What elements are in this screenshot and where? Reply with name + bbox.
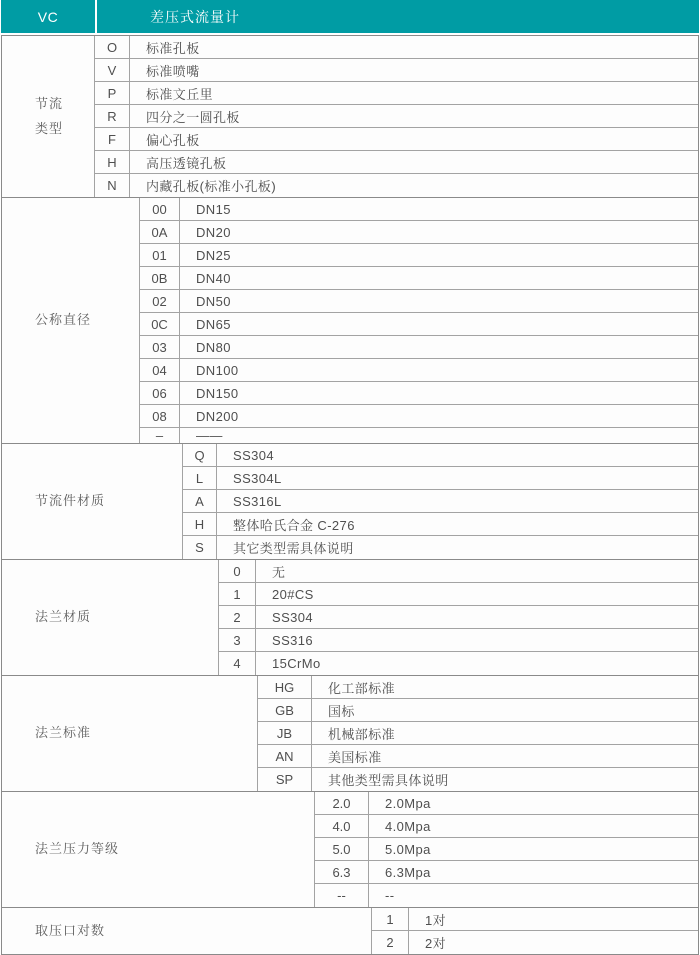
table-row — [183, 490, 698, 513]
section-rows — [372, 908, 698, 954]
desc-cell: 15CrMo — [272, 656, 321, 671]
section-label-nominal-diameter — [2, 198, 140, 443]
code-cell: 2 — [372, 931, 409, 954]
code-cell: P — [95, 82, 130, 104]
table-row — [219, 652, 698, 675]
section-label-throttle-type — [2, 36, 95, 197]
desc-cell: SS316L — [233, 493, 282, 509]
code-cell: 1 — [372, 908, 409, 930]
desc-cell: 国标 — [328, 703, 355, 719]
code-cell: R — [95, 105, 130, 127]
desc-cell: 美国标准 — [328, 749, 382, 765]
desc-cell: 1对 — [425, 912, 447, 928]
product-name-cell: 差压式流量计 — [97, 0, 699, 33]
table-row — [219, 560, 698, 583]
section-throttle-element-material — [2, 443, 698, 559]
section-pressure-tap-pairs — [2, 907, 698, 954]
section-rows — [258, 676, 698, 791]
desc-cell: DN15 — [196, 201, 231, 217]
code-cell: HG — [258, 676, 312, 698]
desc-cell: 无 — [272, 564, 286, 580]
code-cell: 08 — [140, 405, 180, 427]
desc-cell: DN25 — [196, 247, 231, 263]
table-row — [95, 59, 698, 82]
table-row — [258, 676, 698, 699]
code-cell: 2.0 — [315, 792, 369, 814]
table-row — [95, 36, 698, 59]
table-row — [183, 467, 698, 490]
code-cell: O — [95, 36, 130, 58]
table-row — [140, 359, 698, 382]
desc-cell: 标准孔板 — [146, 40, 200, 56]
code-cell: F — [95, 128, 130, 150]
code-cell: 0C — [140, 313, 180, 335]
section-rows — [183, 444, 698, 559]
table-row — [95, 128, 698, 151]
desc-cell: 5.0Mpa — [385, 841, 431, 857]
desc-cell: 其他类型需具体说明 — [328, 773, 449, 788]
label-line: 法兰标准 — [35, 725, 92, 741]
desc-cell: 2.0Mpa — [385, 795, 431, 811]
table-row — [258, 768, 698, 791]
code-cell: 1 — [219, 583, 256, 605]
table-row — [95, 82, 698, 105]
code-cell: 0A — [140, 221, 180, 243]
table-row — [140, 313, 698, 336]
table-row — [219, 583, 698, 606]
table-row — [95, 105, 698, 128]
code-cell: 5.0 — [315, 838, 369, 860]
code-cell: L — [183, 467, 217, 489]
section-rows — [95, 36, 698, 197]
desc-cell: DN50 — [196, 293, 231, 309]
table-row — [372, 908, 698, 931]
code-cell: 03 — [140, 336, 180, 358]
code-cell: 04 — [140, 359, 180, 381]
code-cell: A — [183, 490, 217, 512]
desc-cell: SS304 — [233, 447, 275, 463]
code-cell: GB — [258, 699, 312, 721]
code-cell: 4 — [219, 652, 256, 675]
table-row — [315, 884, 698, 907]
label-line: 类型 — [35, 120, 64, 136]
code-cell: V — [95, 59, 130, 81]
code-cell: 4.0 — [315, 815, 369, 837]
code-cell: H — [95, 151, 130, 173]
section-nominal-diameter — [2, 197, 698, 443]
section-flange-material — [2, 559, 698, 675]
table-row — [315, 815, 698, 838]
code-cell: 01 — [140, 244, 180, 266]
desc-cell: 2对 — [425, 936, 447, 951]
table-row — [140, 382, 698, 405]
desc-cell: —— — [196, 428, 223, 443]
table-row — [219, 629, 698, 652]
code-cell: N — [95, 174, 130, 197]
section-rows — [315, 792, 698, 907]
desc-cell: 标准文丘里 — [146, 86, 214, 102]
label-line: 节流件材质 — [35, 493, 106, 509]
code-cell: Q — [183, 444, 217, 466]
code-cell: 6.3 — [315, 861, 369, 883]
code-cell: S — [183, 536, 217, 559]
table-row — [140, 336, 698, 359]
table-row — [219, 606, 698, 629]
desc-cell: SS316 — [272, 632, 314, 648]
table-row — [183, 513, 698, 536]
desc-cell: 高压透镜孔板 — [146, 155, 227, 171]
section-rows — [140, 198, 698, 443]
code-cell: JB — [258, 722, 312, 744]
section-label-flange-material — [2, 560, 219, 675]
desc-cell: 4.0Mpa — [385, 818, 431, 834]
table-row — [183, 444, 698, 467]
desc-cell: DN65 — [196, 316, 231, 332]
desc-cell: 内藏孔板(标准小孔板) — [146, 179, 277, 194]
desc-cell: 机械部标准 — [328, 726, 396, 742]
table-row — [258, 722, 698, 745]
table-row — [140, 221, 698, 244]
desc-cell: 化工部标准 — [328, 680, 396, 696]
table-row — [183, 536, 698, 559]
desc-cell: DN100 — [196, 362, 239, 378]
desc-cell: SS304 — [272, 609, 314, 625]
table-row — [140, 290, 698, 313]
table-row — [372, 931, 698, 954]
table-row — [140, 244, 698, 267]
label-line: 取压口对数 — [35, 922, 106, 938]
desc-cell: DN20 — [196, 224, 231, 240]
code-cell: 3 — [219, 629, 256, 651]
section-flange-standard — [2, 675, 698, 791]
table-header — [1, 0, 699, 33]
desc-cell: 偏心孔板 — [146, 132, 200, 148]
table-row — [258, 699, 698, 722]
code-cell: 00 — [140, 198, 180, 220]
model-code-cell: VC — [1, 0, 95, 33]
code-cell: 0B — [140, 267, 180, 289]
table-row — [140, 267, 698, 290]
label-line: 法兰压力等级 — [35, 841, 120, 857]
section-label-throttle-element-material — [2, 444, 183, 559]
label-line: 节流 — [35, 95, 64, 111]
desc-cell: 整体哈氏合金 C-276 — [233, 517, 355, 533]
code-cell: AN — [258, 745, 312, 767]
label-line: 法兰材质 — [35, 609, 92, 625]
code-cell: – — [140, 428, 180, 443]
desc-cell: DN40 — [196, 270, 231, 286]
code-cell: 02 — [140, 290, 180, 312]
table-row — [140, 428, 698, 443]
code-cell: -- — [315, 884, 369, 907]
desc-cell: DN80 — [196, 339, 231, 355]
table-row — [140, 405, 698, 428]
section-label-flange-standard — [2, 676, 258, 791]
section-label-flange-pressure-rating — [2, 792, 315, 907]
table-row — [95, 151, 698, 174]
selection-table — [1, 35, 699, 955]
desc-cell: 6.3Mpa — [385, 864, 431, 880]
table-row — [315, 838, 698, 861]
desc-cell: DN150 — [196, 385, 239, 401]
desc-cell: 其它类型需具体说明 — [233, 541, 354, 556]
table-row — [315, 861, 698, 884]
desc-cell: 标准喷嘴 — [146, 63, 200, 79]
code-cell: 0 — [219, 560, 256, 582]
section-label-pressure-tap-pairs — [2, 908, 372, 954]
desc-cell: 20#CS — [272, 586, 314, 602]
desc-cell: 四分之一圆孔板 — [146, 109, 240, 125]
section-throttle-type — [2, 36, 698, 197]
desc-cell: SS304L — [233, 470, 282, 486]
label-line: 公称直径 — [35, 312, 92, 328]
code-cell: 2 — [219, 606, 256, 628]
table-row — [140, 198, 698, 221]
code-cell: 06 — [140, 382, 180, 404]
section-rows — [219, 560, 698, 675]
table-row — [315, 792, 698, 815]
section-flange-pressure-rating — [2, 791, 698, 907]
table-row — [258, 745, 698, 768]
table-row — [95, 174, 698, 197]
code-cell: SP — [258, 768, 312, 791]
code-cell: H — [183, 513, 217, 535]
desc-cell: -- — [385, 888, 395, 903]
desc-cell: DN200 — [196, 408, 239, 424]
